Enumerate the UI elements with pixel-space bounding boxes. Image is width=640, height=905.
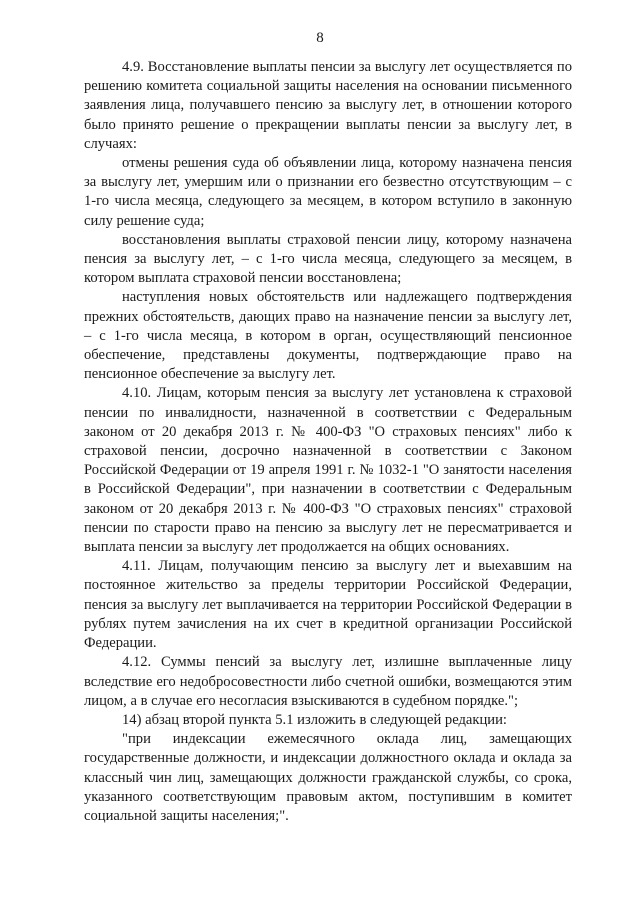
paragraph-4-11: 4.11. Лицам, получающим пенсию за выслугу лет и выехавшим на постоянное жительство за пределы территории Российской Федерации, пенсия за выслугу лет выплачивается на территории Российской Федерации в рублях путем зачисления на их счет в кредитной организации Российской Федерации. [84,558,572,652]
document-body [84,58,572,826]
paragraph-new-circumstances: наступления новых обстоятельств или надлежащего подтверждения прежних обстоятельств, дающих право на назначение пенсии за выслугу лет, – с 1-го числа месяца, в котором в орган, осуществляющий пенсионное обеспечение, представлены документы, подтверждающие право на пенсионное обеспечение за выслугу лет. [84,289,572,383]
paragraph-4-12: 4.12. Суммы пенсий за выслугу лет, излишне выплаченные лицу вследствие его недобросовестности либо счетной ошибки, возмещаются этим лицом, а в случае его несогласия взыскиваются в судебном порядке."; [84,654,572,709]
paragraph-4-9: 4.9. Восстановление выплаты пенсии за выслугу лет осуществляется по решению комитета социальной защиты населения на основании письменного заявления лица, получавшего пенсию за выслугу лет, в отношении которого было принято решение о прекращении выплаты пенсии за выслугу лет, в случаях: [84,59,572,152]
paragraph-item-14: 14) абзац второй пункта 5.1 изложить в следующей редакции: [122,711,507,728]
paragraph-insurance-pension-restore: восстановления выплаты страховой пенсии лицу, которому назначена пенсия за выслугу лет, – с 1-го числа месяца, следующего за месяцем, в котором выплата страховой пенсии восстановлена; [84,231,572,287]
page-number: 8 [316,30,324,46]
paragraph-court-decision-cancel: отмены решения суда об объявлении лица, которому назначена пенсия за выслугу лет, умершим или о признании его безвестно отсутствующим – с 1-го числа месяца, следующего за месяцем, в котором вступило в законную силу решение суда; [84,155,572,229]
paragraph-4-10: 4.10. Лицам, которым пенсия за выслугу лет установлена к страховой пенсии по инвалидности, назначенной в соответствии с Федеральным законом от 20 декабря 2013 г. № 400-ФЗ "О страховых пенсиях" либо к страховой пенсии, досрочно назначенной в соответствии с Законом Российской Федерации от 19 апреля 1991 г. № 1032-1 "О занятости населения в Российской Федерации", при назначении в соответствии с Федеральным законом от 20 декабря 2013 г. № 400-ФЗ "О страховых пенсиях" страховой пенсии по старости право на пенсию за выслугу лет не пересматривается и выплата пенсии за выслугу лет продолжается на общих основаниях. [84,385,572,556]
paragraph-indexation: "при индексации ежемесячного оклада лиц, замещающих государственные должности, и индексации должностного оклада и оклада за классный чин лиц, замещающих должности гражданской службы, со срока, указанного соответствующим правовым актом, поступившим в комитет социальной защиты населения;". [84,731,572,824]
